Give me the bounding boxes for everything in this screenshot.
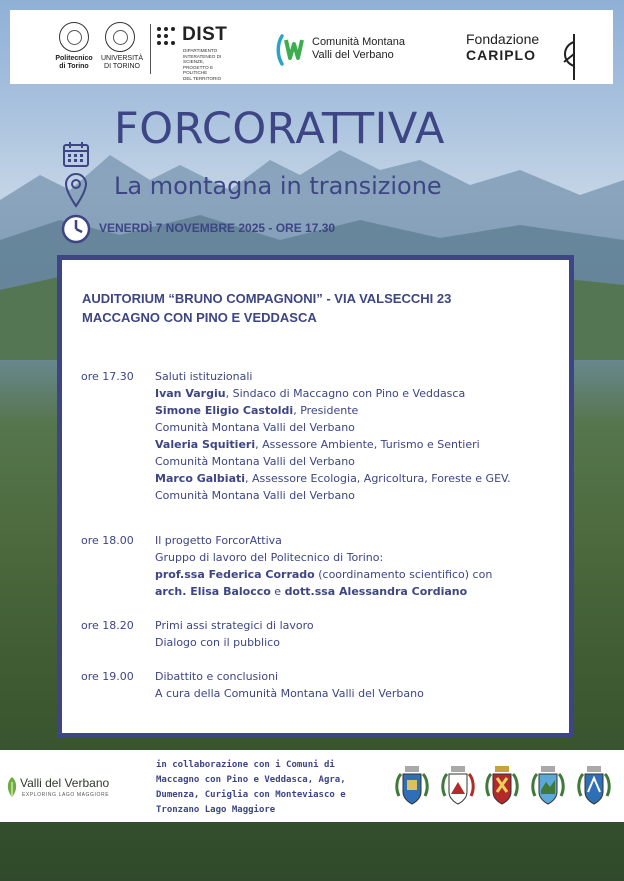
collab-line-2: Maccagno con Pino e Veddasca, Agra, <box>156 775 346 785</box>
polito-logo <box>54 22 94 82</box>
unito-name-2: DI TORINO <box>104 63 140 70</box>
speaker-name: Ivan Vargiu <box>155 387 226 400</box>
logo-divider <box>150 24 151 74</box>
program-line <box>155 470 575 487</box>
program-line <box>155 617 575 634</box>
program-text: e <box>270 585 285 598</box>
footer <box>0 750 624 822</box>
collab-line-1: in collaborazione con i Comuni di <box>156 760 335 770</box>
program-line <box>155 419 575 436</box>
dist-mark-icon <box>155 25 177 45</box>
location-pin-icon <box>63 172 89 208</box>
dist-sub-1: DIPARTIMENTO <box>183 48 218 53</box>
clock-icon <box>60 213 92 245</box>
valli-del-verbano-logo <box>6 774 116 804</box>
comunita-mark-icon <box>276 32 306 68</box>
speaker-name: prof.ssa Federica Corrado <box>155 568 315 581</box>
unito-logo <box>100 22 144 82</box>
crest-dumenza-icon <box>485 762 519 810</box>
dist-title: DIST <box>182 24 228 45</box>
polito-name-2: di Torino <box>59 63 89 70</box>
event-subtitle: La montagna in transizione <box>114 172 442 200</box>
unito-seal-icon <box>105 22 135 52</box>
program-line <box>155 668 575 685</box>
cariplo-mark-icon <box>560 32 580 82</box>
cariplo-name-1: Fondazione <box>466 31 540 47</box>
event-date: VENERDÌ 7 NOVEMBRE 2025 - ORE 17.30 <box>99 221 336 235</box>
program-line <box>155 634 575 651</box>
program-description <box>155 532 575 600</box>
logo-header <box>10 10 613 84</box>
program-text: Comunità Montana Valli del Verbano <box>155 489 355 502</box>
program-text: Saluti istituzionali <box>155 370 253 383</box>
program-line <box>155 368 575 385</box>
unito-name-1: UNIVERSITÀ <box>100 55 143 62</box>
program-text: (coordinamento scientifico) con <box>314 568 493 581</box>
program-line <box>155 566 575 583</box>
calendar-icon <box>62 140 90 168</box>
program-description <box>155 368 575 504</box>
crest-maccagno-icon <box>395 762 429 810</box>
event-title: FORCORATTIVA <box>114 104 445 154</box>
collaboration-note <box>156 758 346 818</box>
cariplo-name-2: CARIPLO <box>466 47 536 63</box>
brand-name: Valli del Verbano <box>20 776 110 790</box>
speaker-name: Marco Galbiati <box>155 472 246 485</box>
program-line <box>155 583 575 600</box>
program-line <box>155 549 575 566</box>
program-text: Comunità Montana Valli del Verbano <box>155 421 355 434</box>
program-text: , Assessore Ambiente, Turismo e Sentieri <box>255 438 480 451</box>
leaf-icon <box>6 776 18 798</box>
program-text: Il progetto ForcorAttiva <box>155 534 282 547</box>
crest-tronzano-icon <box>577 762 611 810</box>
program-text: Dibattito e conclusioni <box>155 670 279 683</box>
speaker-name: dott.ssa Alessandra Cordiano <box>284 585 468 598</box>
program-line <box>155 402 575 419</box>
program-text: Gruppo di lavoro del Politecnico di Torino: <box>155 551 384 564</box>
program-text: A cura della Comunità Montana Valli del Verbano <box>155 687 424 700</box>
dist-sub-4: DEL TERRITORIO <box>183 75 222 81</box>
dist-sub-3: PROGETTO E POLITICHE <box>183 64 214 75</box>
program-line <box>155 487 575 504</box>
program-line <box>155 685 575 702</box>
brand-tagline: EXPLORING LAGO MAGGIORE <box>22 792 110 798</box>
program-text: , Assessore Ecologia, Agricoltura, Foreste e GEV. <box>245 472 511 485</box>
program-line <box>155 532 575 549</box>
cariplo-logo <box>466 32 596 82</box>
speaker-name: Simone Eligio Castoldi <box>155 404 294 417</box>
program-text: Primi assi strategici di lavoro <box>155 619 314 632</box>
polito-seal-icon <box>59 22 89 52</box>
program-line <box>155 436 575 453</box>
comunita-name-1: Comunità Montana <box>312 36 405 48</box>
collab-line-4: Tronzano Lago Maggiore <box>156 805 276 815</box>
speaker-name: arch. Elisa Balocco <box>155 585 271 598</box>
dist-sub-2: INTERATENEO DI SCIENZE, <box>183 53 222 64</box>
program-description <box>155 617 575 651</box>
crest-curiglia-icon <box>531 762 565 810</box>
venue-line-1: AUDITORIUM “BRUNO COMPAGNONI” - VIA VALSECCHI 23 <box>82 291 452 306</box>
program-line <box>155 453 575 470</box>
crest-agra-icon <box>441 762 475 810</box>
municipal-crests <box>395 762 617 812</box>
collab-line-3: Dumenza, Curiglia con Monteviasco e <box>156 790 346 800</box>
program-line <box>155 385 575 402</box>
dist-logo <box>155 24 235 84</box>
venue-line-2: MACCAGNO CON PINO E VEDDASCA <box>82 310 317 325</box>
program-panel <box>57 255 574 738</box>
program-text: , Sindaco di Maccagno con Pino e Veddasca <box>225 387 466 400</box>
comunita-name-2: Valli del Verbano <box>312 49 394 61</box>
speaker-name: Valeria Squitieri <box>155 438 256 451</box>
program-time: ore 17.30 <box>81 370 134 383</box>
program-time: ore 19.00 <box>81 670 134 683</box>
comunita-montana-logo <box>276 32 456 72</box>
program-time: ore 18.00 <box>81 534 134 547</box>
polito-name-1: Politecnico <box>55 55 93 62</box>
program-text: Comunità Montana Valli del Verbano <box>155 455 355 468</box>
venue <box>82 289 451 327</box>
program-description <box>155 668 575 702</box>
program-time: ore 18.20 <box>81 619 134 632</box>
program-text: , Presidente <box>293 404 359 417</box>
program-text: Dialogo con il pubblico <box>155 636 280 649</box>
